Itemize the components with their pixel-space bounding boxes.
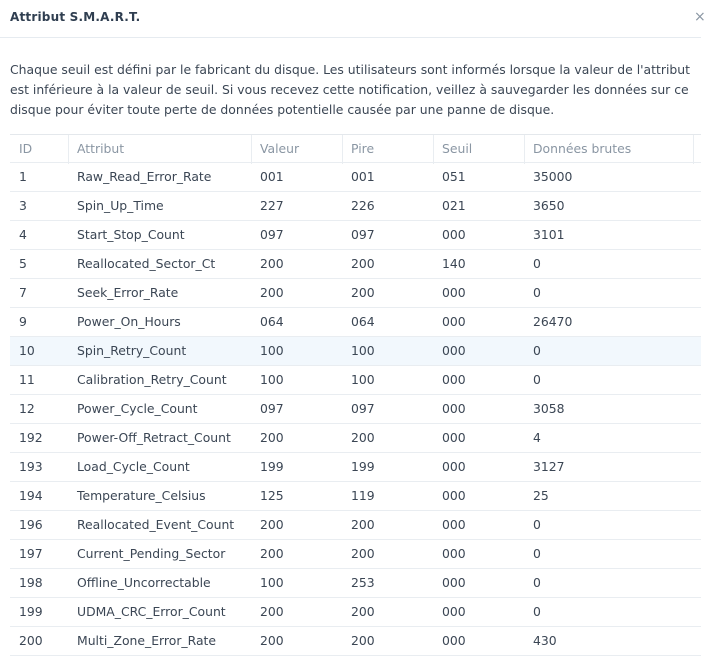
table-row[interactable]	[10, 598, 701, 627]
cell-value: 001	[260, 169, 284, 184]
cell-id: 12	[19, 401, 35, 416]
cell-threshold: 000	[442, 546, 466, 561]
cell-value: 200	[260, 285, 284, 300]
cell-value: 200	[260, 604, 284, 619]
cell-value: 227	[260, 198, 284, 213]
cell-value: 200	[260, 517, 284, 532]
cell-id: 193	[19, 459, 43, 474]
cell-value: 200	[260, 546, 284, 561]
cell-worst: 064	[351, 314, 375, 329]
column-divider	[251, 135, 252, 164]
table-row[interactable]	[10, 308, 701, 337]
column-divider	[433, 135, 434, 164]
cell-threshold: 000	[442, 372, 466, 387]
cell-id: 198	[19, 575, 43, 590]
cell-worst: 199	[351, 459, 375, 474]
cell-attribute: Offline_Uncorrectable	[77, 575, 211, 590]
cell-raw-data: 26470	[533, 314, 573, 329]
cell-threshold: 000	[442, 633, 466, 648]
cell-threshold: 000	[442, 517, 466, 532]
cell-raw-data: 0	[533, 546, 541, 561]
cell-raw-data: 430	[533, 633, 557, 648]
cell-value: 200	[260, 633, 284, 648]
cell-raw-data: 4	[533, 430, 541, 445]
cell-attribute: UDMA_CRC_Error_Count	[77, 604, 226, 619]
cell-attribute: Start_Stop_Count	[77, 227, 185, 242]
cell-value: 100	[260, 343, 284, 358]
column-divider	[342, 135, 343, 164]
cell-worst: 200	[351, 517, 375, 532]
cell-value: 125	[260, 488, 284, 503]
cell-threshold: 140	[442, 256, 466, 271]
cell-raw-data: 35000	[533, 169, 573, 184]
cell-raw-data: 0	[533, 604, 541, 619]
cell-id: 3	[19, 198, 27, 213]
smart-attribute-table	[10, 134, 701, 656]
cell-id: 9	[19, 314, 27, 329]
cell-threshold: 000	[442, 575, 466, 590]
dialog-description: Chaque seuil est défini par le fabricant du disque. Les utilisateurs sont informés lorsque la valeur de l'attribut est inférieure à la valeur de seuil. Si vous recevez cette notification, veillez à sauvegarder les données sur ce disque pour éviter toute perte de données potentielle causée par une panne de disque.	[10, 62, 690, 117]
table-row[interactable]	[10, 192, 701, 221]
cell-threshold: 000	[442, 459, 466, 474]
cell-worst: 097	[351, 401, 375, 416]
cell-threshold: 000	[442, 401, 466, 416]
cell-worst: 226	[351, 198, 375, 213]
cell-threshold: 000	[442, 430, 466, 445]
cell-worst: 100	[351, 343, 375, 358]
cell-value: 100	[260, 575, 284, 590]
cell-threshold: 000	[442, 343, 466, 358]
cell-attribute: Reallocated_Sector_Ct	[77, 256, 216, 271]
cell-worst: 100	[351, 372, 375, 387]
cell-value: 097	[260, 401, 284, 416]
table-row[interactable]	[10, 627, 701, 656]
dialog-title-bar	[0, 0, 706, 38]
dialog-title: Attribut S.M.A.R.T.	[10, 10, 141, 24]
cell-attribute: Calibration_Retry_Count	[77, 372, 227, 387]
table-body	[10, 163, 701, 656]
cell-id: 7	[19, 285, 27, 300]
table-row[interactable]	[10, 279, 701, 308]
column-divider	[693, 135, 694, 164]
table-row[interactable]	[10, 366, 701, 395]
cell-attribute: Multi_Zone_Error_Rate	[77, 633, 217, 648]
cell-value: 200	[260, 256, 284, 271]
column-header-worst[interactable]: Pire	[351, 141, 375, 156]
cell-worst: 253	[351, 575, 375, 590]
table-row[interactable]	[10, 221, 701, 250]
cell-id: 197	[19, 546, 43, 561]
cell-threshold: 000	[442, 604, 466, 619]
table-row[interactable]	[10, 163, 701, 192]
column-header-attribute[interactable]: Attribut	[77, 141, 125, 156]
cell-id: 196	[19, 517, 43, 532]
cell-worst: 200	[351, 546, 375, 561]
cell-value: 097	[260, 227, 284, 242]
cell-id: 11	[19, 372, 35, 387]
column-divider	[524, 135, 525, 164]
cell-attribute: Load_Cycle_Count	[77, 459, 190, 474]
cell-raw-data: 25	[533, 488, 549, 503]
cell-value: 199	[260, 459, 284, 474]
cell-worst: 200	[351, 430, 375, 445]
cell-threshold: 051	[442, 169, 466, 184]
column-divider	[68, 135, 69, 164]
table-row[interactable]	[10, 337, 701, 366]
cell-id: 199	[19, 604, 43, 619]
table-row[interactable]	[10, 569, 701, 598]
cell-attribute: Seek_Error_Rate	[77, 285, 179, 300]
table-header	[10, 134, 701, 163]
cell-id: 192	[19, 430, 43, 445]
cell-attribute: Spin_Retry_Count	[77, 343, 187, 358]
cell-id: 1	[19, 169, 27, 184]
cell-attribute: Temperature_Celsius	[77, 488, 206, 503]
cell-raw-data: 0	[533, 517, 541, 532]
cell-attribute: Raw_Read_Error_Rate	[77, 169, 212, 184]
cell-threshold: 000	[442, 314, 466, 329]
cell-worst: 200	[351, 604, 375, 619]
cell-threshold: 000	[442, 285, 466, 300]
column-header-value[interactable]: Valeur	[260, 141, 300, 156]
cell-attribute: Spin_Up_Time	[77, 198, 164, 213]
column-header-threshold[interactable]: Seuil	[442, 141, 473, 156]
cell-raw-data: 0	[533, 575, 541, 590]
cell-raw-data: 3650	[533, 198, 565, 213]
table-row[interactable]	[10, 482, 701, 511]
cell-id: 200	[19, 633, 43, 648]
cell-id: 194	[19, 488, 43, 503]
cell-attribute: Power-Off_Retract_Count	[77, 430, 231, 445]
cell-threshold: 021	[442, 198, 466, 213]
table-row[interactable]	[10, 540, 701, 569]
cell-id: 5	[19, 256, 27, 271]
cell-attribute: Current_Pending_Sector	[77, 546, 226, 561]
cell-raw-data: 3101	[533, 227, 565, 242]
cell-value: 200	[260, 430, 284, 445]
cell-worst: 001	[351, 169, 375, 184]
table-row[interactable]	[10, 424, 701, 453]
table-row[interactable]	[10, 395, 701, 424]
cell-raw-data: 0	[533, 343, 541, 358]
cell-threshold: 000	[442, 488, 466, 503]
table-row[interactable]	[10, 250, 701, 279]
table-row[interactable]	[10, 511, 701, 540]
cell-id: 10	[19, 343, 35, 358]
cell-attribute: Power_On_Hours	[77, 314, 181, 329]
cell-worst: 097	[351, 227, 375, 242]
cell-threshold: 000	[442, 227, 466, 242]
cell-raw-data: 0	[533, 256, 541, 271]
cell-id: 4	[19, 227, 27, 242]
cell-attribute: Reallocated_Event_Count	[77, 517, 235, 532]
table-row[interactable]	[10, 453, 701, 482]
cell-worst: 200	[351, 285, 375, 300]
column-header-raw-data[interactable]: Données brutes	[533, 141, 632, 156]
cell-worst: 200	[351, 633, 375, 648]
cell-value: 100	[260, 372, 284, 387]
cell-raw-data: 3127	[533, 459, 565, 474]
cell-raw-data: 0	[533, 372, 541, 387]
cell-raw-data: 0	[533, 285, 541, 300]
cell-worst: 119	[351, 488, 375, 503]
cell-raw-data: 3058	[533, 401, 565, 416]
close-icon[interactable]: ×	[694, 9, 706, 25]
cell-value: 064	[260, 314, 284, 329]
cell-worst: 200	[351, 256, 375, 271]
column-header-id[interactable]: ID	[19, 141, 33, 156]
cell-attribute: Power_Cycle_Count	[77, 401, 198, 416]
